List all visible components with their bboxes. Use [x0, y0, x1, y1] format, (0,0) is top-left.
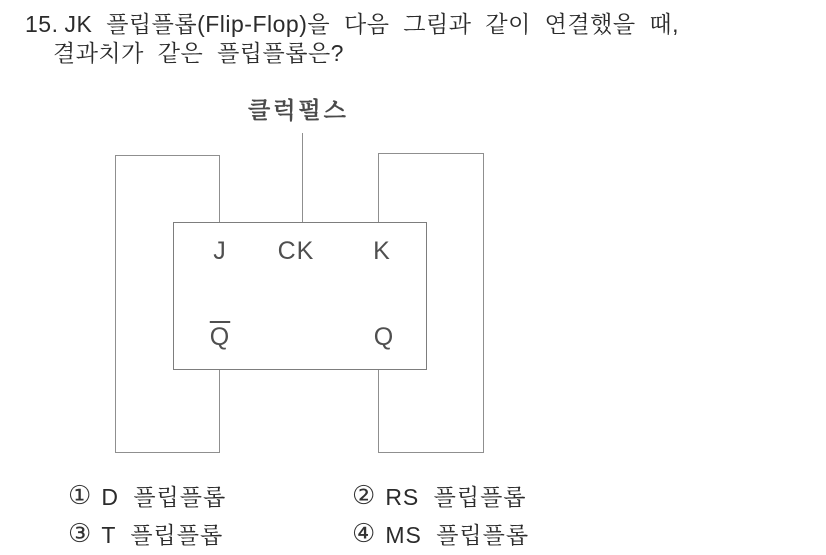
option-2-marker: ②: [352, 480, 376, 510]
option-1-label: D 플립플롭: [101, 484, 227, 510]
left-feedback-wire-left: [115, 155, 116, 453]
clock-wire: [302, 133, 303, 222]
option-4-marker: ④: [352, 518, 376, 548]
option-3-marker: ③: [68, 518, 92, 548]
left-feedback-wire-to-j: [219, 155, 220, 222]
option-3-t-flipflop: [68, 517, 223, 550]
question-number: 15.: [25, 11, 59, 37]
left-feedback-wire-bottom: [115, 452, 220, 453]
option-2-rs-flipflop: [352, 479, 527, 512]
question-line-2: 결과치가 같은 플립플롭은?: [53, 40, 344, 66]
option-4-ms-flipflop: [352, 517, 529, 550]
output-label-q-bar: $\overline{Q}$: [209, 323, 231, 351]
right-feedback-wire-to-k: [378, 153, 379, 222]
option-1-marker: ①: [68, 480, 92, 510]
input-label-ck: CK: [277, 237, 315, 265]
option-3-label: T 플립플롭: [101, 522, 224, 548]
option-1-d-flipflop: [68, 479, 226, 512]
option-2-label: RS 플립플롭: [385, 484, 527, 510]
left-feedback-wire-top: [115, 155, 219, 156]
clock-pulse-label: 클럭펄스: [248, 97, 349, 123]
input-label-j: J: [213, 237, 227, 265]
output-label-q: Q: [373, 323, 395, 351]
right-feedback-wire-from-q: [378, 370, 379, 452]
input-label-k: K: [373, 237, 391, 265]
question-text-line1: JK 플립플롭(Flip-Flop)을 다음 그림과 같이 연결했을 때,: [64, 11, 680, 37]
right-feedback-wire-top: [378, 153, 483, 154]
right-feedback-wire-right: [483, 153, 484, 453]
flipflop-box: [173, 222, 427, 370]
right-feedback-wire-bottom: [378, 452, 484, 453]
option-4-label: MS 플립플롭: [385, 522, 530, 548]
left-feedback-wire-from-qbar: [219, 370, 220, 452]
